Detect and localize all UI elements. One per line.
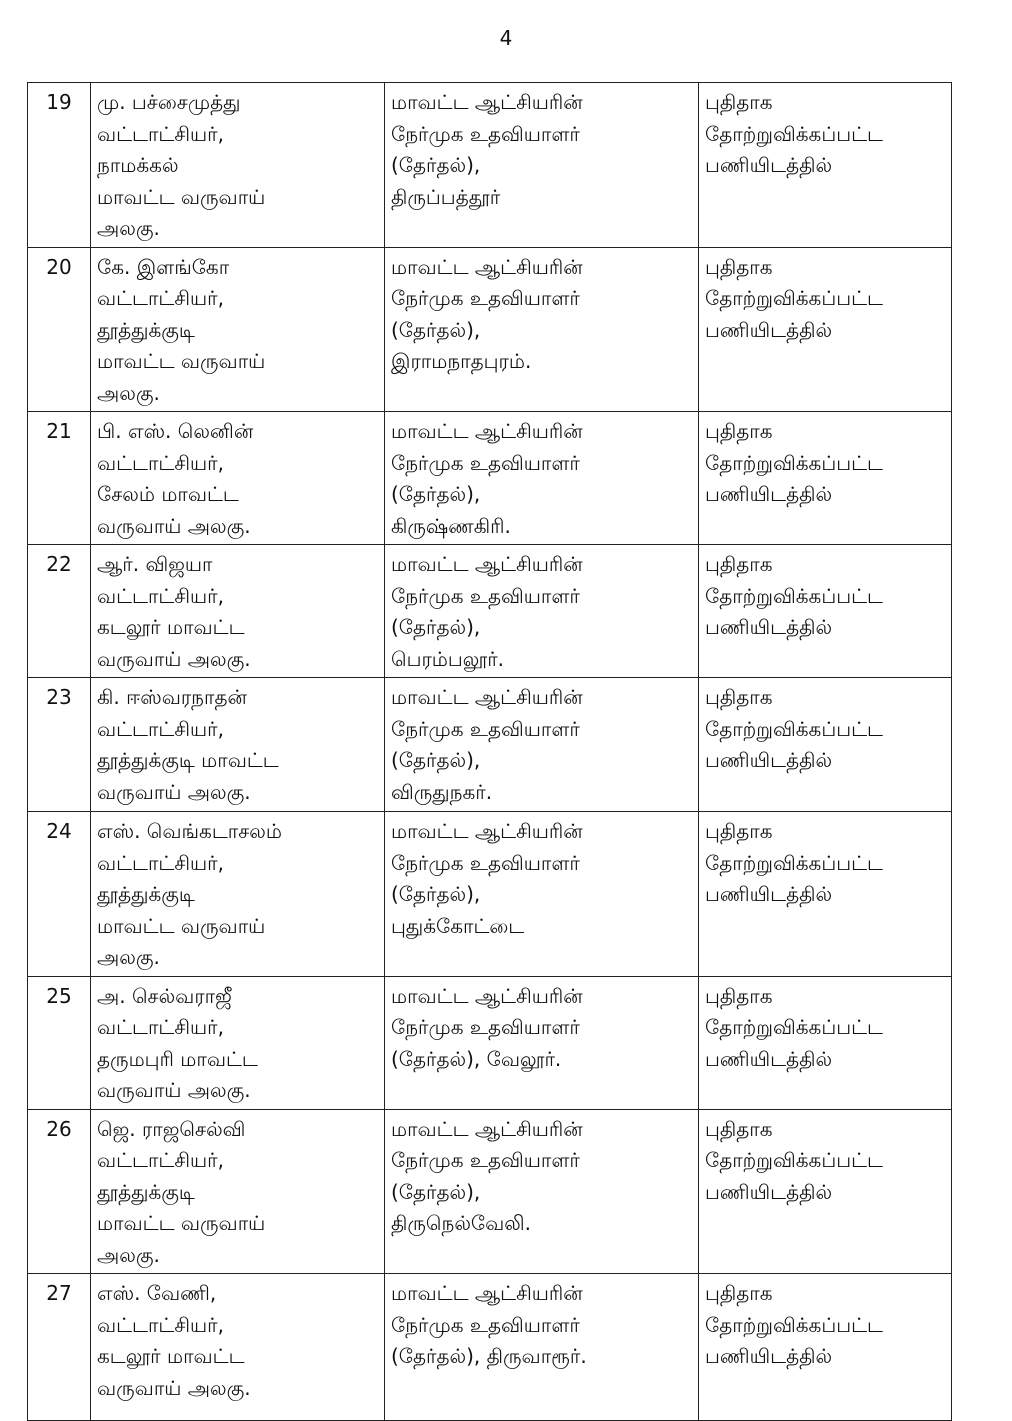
officer-detail-line: கடலூர் மாவட்ட [97,615,245,639]
remark-line: தோற்றுவிக்கப்பட்ட [705,286,883,310]
table-row [28,412,952,545]
officer-detail-line: தூத்துக்குடி [97,1179,195,1204]
remark-line: பணியிடத்தில் [705,317,833,342]
table-row [28,812,952,977]
officer-detail-line: மாவட்ட வருவாய் [97,1211,266,1235]
posting-cell [385,412,699,545]
posting-cell [385,83,699,248]
officer-name-cell [91,247,385,412]
table-body [28,83,952,1421]
posting-line: (தேர்தல்), [391,482,481,506]
officer-detail-line: ஜெ. ராஜசெல்வி [97,1116,246,1141]
remark-cell [699,678,952,812]
officer-detail-line: எஸ். வேணி, [97,1281,217,1305]
officer-detail-line: வருவாய் அலகு. [97,646,251,671]
posting-cell [385,247,699,412]
officer-detail-line: கி. ஈஸ்வரநாதன் [97,685,247,709]
serial-number-cell: 23 [28,678,91,812]
officer-detail-line: வட்டாட்சியர், [97,850,224,875]
posting-line: மாவட்ட ஆட்சியரின் [391,419,583,443]
officer-detail-line: வட்டாட்சியர், [97,1312,224,1337]
remark-line: தோற்றுவிக்கப்பட்ட [705,1015,883,1039]
remark-line: புதிதாக [705,254,773,279]
posting-line: மாவட்ட ஆட்சியரின் [391,254,583,279]
posting-cell [385,812,699,977]
officer-name-cell [91,83,385,248]
serial-number-cell: 26 [28,1109,91,1274]
officer-detail-line: தூத்துக்குடி மாவட்ட [97,748,279,772]
remark-line: பணியிடத்தில் [705,482,833,506]
officer-detail-line: அலகு. [97,380,160,405]
officer-name-cell [91,1274,385,1421]
officer-detail-line: வட்டாட்சியர், [97,1148,224,1172]
officer-detail-line: வட்டாட்சியர், [97,450,224,475]
officer-detail-line: வட்டாட்சியர், [97,716,224,741]
posting-line: நேர்முக உதவியாளர் [391,450,580,475]
remark-line: தோற்றுவிக்கப்பட்ட [705,450,883,475]
posting-line: புதுக்கோட்டை [391,913,525,938]
posting-line: (தேர்தல்), வேலூர். [391,1046,562,1071]
remark-line: பணியிடத்தில் [705,615,833,639]
officer-detail-line: அலகு. [97,216,160,240]
officer-detail-line: வருவாய் அலகு. [97,1078,251,1102]
posting-line: மாவட்ட ஆட்சியரின் [391,1281,583,1305]
officer-detail-line: தூத்துக்குடி [97,317,195,342]
remark-line: பணியிடத்தில் [705,1046,833,1071]
posting-line: நேர்முக உதவியாளர் [391,583,580,608]
posting-line: மாவட்ட ஆட்சியரின் [391,552,583,576]
officer-detail-line: அ. செல்வராஜீ [97,983,232,1008]
officer-name-cell [91,976,385,1109]
posting-line: திருப்பத்தூர் [391,184,501,209]
posting-line: மாவட்ட ஆட்சியரின் [391,1116,583,1141]
remark-line: புதிதாக [705,90,773,114]
posting-line: மாவட்ட ஆட்சியரின் [391,983,583,1008]
officer-detail-line: மு. பச்சைமுத்து [97,90,241,114]
posting-line: பெரம்பலூர். [391,646,505,671]
remark-cell [699,1274,952,1421]
remark-cell [699,247,952,412]
remark-line: புதிதாக [705,983,773,1008]
officer-detail-line: மாவட்ட வருவாய் [97,349,266,373]
posting-line: நேர்முக உதவியாளர் [391,850,580,875]
remark-line: புதிதாக [705,1116,773,1141]
officer-detail-line: அலகு. [97,945,160,969]
posting-line: திருநெல்வேலி. [391,1211,531,1235]
officer-detail-line: வட்டாட்சியர், [97,1015,224,1039]
remark-line: பணியிடத்தில் [705,1179,833,1204]
officer-detail-line: பி. எஸ். லெனின் [97,419,254,443]
serial-number-cell: 20 [28,247,91,412]
posting-line: (தேர்தல்), திருவாரூர். [391,1344,587,1368]
serial-number-cell: 27 [28,1274,91,1421]
serial-number-cell: 19 [28,83,91,248]
posting-cell [385,976,699,1109]
posting-line: (தேர்தல்), [391,1179,481,1204]
remark-cell [699,976,952,1109]
remark-line: பணியிடத்தில் [705,1344,833,1368]
remark-line: புதிதாக [705,419,773,443]
officer-name-cell [91,678,385,812]
remark-line: தோற்றுவிக்கப்பட்ட [705,716,883,741]
table-row [28,545,952,678]
posting-line: மாவட்ட ஆட்சியரின் [391,685,583,709]
officer-detail-line: தூத்துக்குடி [97,882,195,906]
posting-cell [385,1109,699,1274]
posting-line: நேர்முக உதவியாளர் [391,1148,580,1172]
posting-line: மாவட்ட ஆட்சியரின் [391,90,583,114]
serial-number-cell: 22 [28,545,91,678]
officer-detail-line: கே. இளங்கோ [97,254,230,279]
remark-line: பணியிடத்தில் [705,153,833,177]
officer-detail-line: தருமபுரி மாவட்ட [97,1046,258,1071]
officer-detail-line: வட்டாட்சியர், [97,286,224,310]
table-row [28,247,952,412]
officer-name-cell [91,1109,385,1274]
officer-detail-line: வருவாய் அலகு. [97,1375,251,1400]
officer-detail-line: வட்டாட்சியர், [97,121,224,146]
remark-line: தோற்றுவிக்கப்பட்ட [705,121,883,146]
posting-line: (தேர்தல்), [391,615,481,639]
posting-line: மாவட்ட ஆட்சியரின் [391,819,583,843]
posting-line: (தேர்தல்), [391,748,481,772]
remark-cell [699,412,952,545]
transfer-table [27,82,952,1421]
posting-line: நேர்முக உதவியாளர் [391,121,580,146]
table-row [28,678,952,812]
remark-cell [699,83,952,248]
remark-line: புதிதாக [705,685,773,709]
remark-line: புதிதாக [705,1281,773,1305]
posting-cell [385,1274,699,1421]
officer-detail-line: வருவாய் அலகு. [97,513,251,538]
remark-cell [699,545,952,678]
remark-line: புதிதாக [705,819,773,843]
officer-detail-line: சேலம் மாவட்ட [97,482,239,506]
remark-cell [699,1109,952,1274]
officer-name-cell [91,545,385,678]
officer-name-cell [91,412,385,545]
posting-cell [385,678,699,812]
posting-line: விருதுநகர். [391,779,493,804]
remark-line: தோற்றுவிக்கப்பட்ட [705,1312,883,1337]
table-row [28,83,952,248]
officer-detail-line: மாவட்ட வருவாய் [97,913,266,938]
serial-number-cell: 21 [28,412,91,545]
posting-line: நேர்முக உதவியாளர் [391,286,580,310]
officer-name-cell [91,812,385,977]
officer-detail-line: நாமக்கல் [97,153,179,177]
remark-line: பணியிடத்தில் [705,882,833,906]
posting-cell [385,545,699,678]
remark-line: தோற்றுவிக்கப்பட்ட [705,583,883,608]
officer-detail-line: கடலூர் மாவட்ட [97,1344,245,1368]
page-number: 4 [499,26,513,50]
posting-line: நேர்முக உதவியாளர் [391,716,580,741]
posting-line: நேர்முக உதவியாளர் [391,1015,580,1039]
serial-number-cell: 24 [28,812,91,977]
officer-detail-line: எஸ். வெங்கடாசலம் [97,819,282,843]
remark-cell [699,812,952,977]
posting-line: (தேர்தல்), [391,882,481,906]
remark-line: தோற்றுவிக்கப்பட்ட [705,850,883,875]
officer-detail-line: மாவட்ட வருவாய் [97,184,266,209]
officer-detail-line: அலகு. [97,1242,160,1267]
remark-line: புதிதாக [705,552,773,576]
officer-detail-line: ஆர். விஜயா [97,552,213,576]
officer-detail-line: வருவாய் அலகு. [97,779,251,804]
posting-line: (தேர்தல்), [391,153,481,177]
table-row [28,1109,952,1274]
table-row [28,1274,952,1421]
remark-line: தோற்றுவிக்கப்பட்ட [705,1148,883,1172]
serial-number-cell: 25 [28,976,91,1109]
table-row [28,976,952,1109]
remark-line: பணியிடத்தில் [705,748,833,772]
posting-line: (தேர்தல்), [391,317,481,342]
posting-line: கிருஷ்ணகிரி. [391,513,511,538]
posting-line: நேர்முக உதவியாளர் [391,1312,580,1337]
officer-detail-line: வட்டாட்சியர், [97,583,224,608]
posting-line: இராமநாதபுரம். [391,349,532,373]
